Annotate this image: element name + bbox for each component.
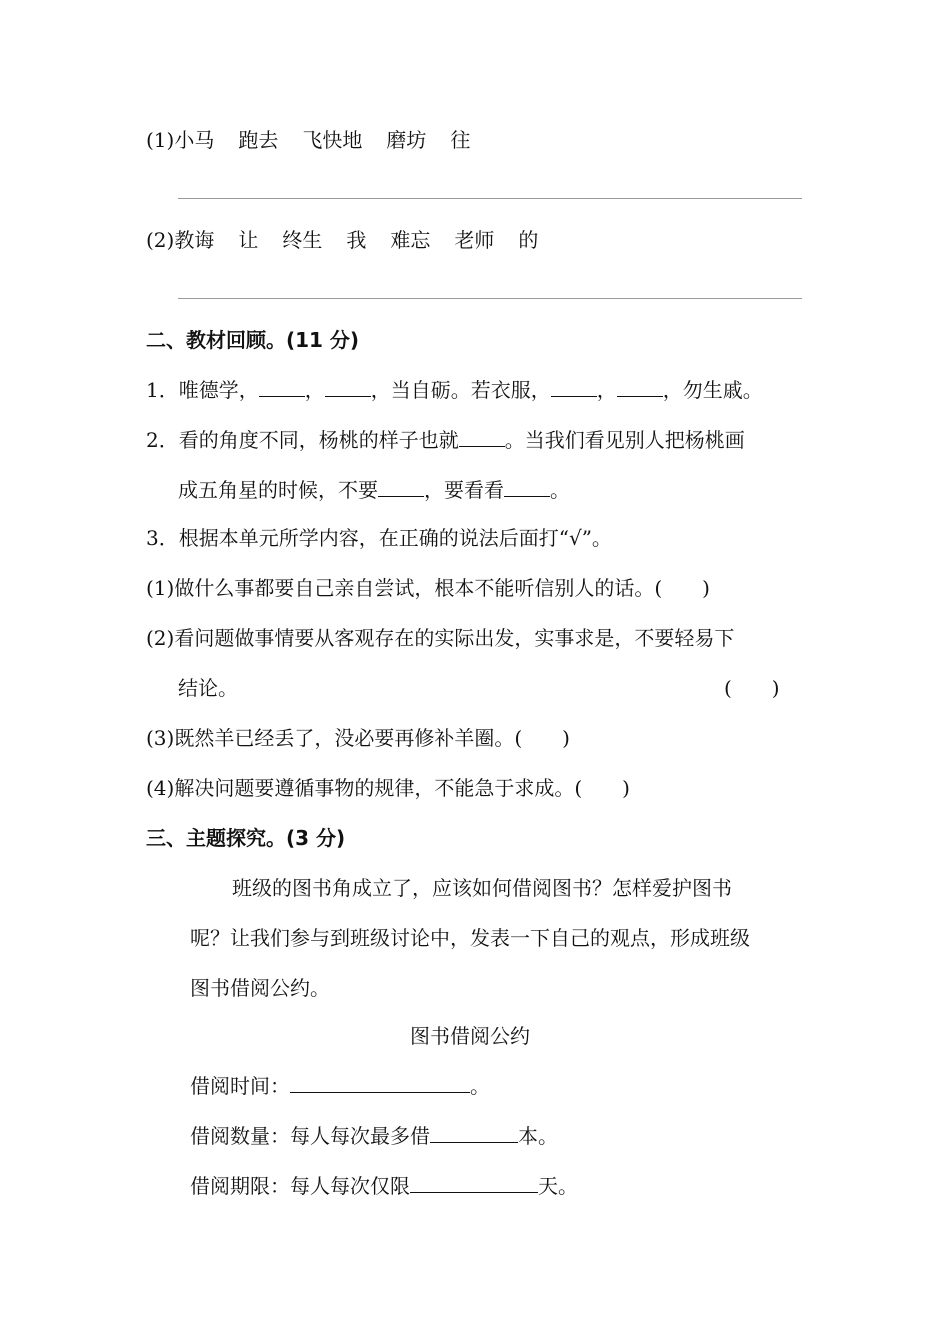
borrow-time-row: 借阅时间： 。: [190, 1074, 490, 1098]
word: 飞快地: [302, 128, 363, 152]
blank[interactable]: [378, 476, 424, 497]
borrow-period-blank[interactable]: [410, 1172, 538, 1193]
borrow-period-row: 借阅期限：每人每次仅限 天。: [190, 1174, 578, 1198]
blank[interactable]: [259, 376, 305, 397]
judge-instruction: 3．根据本单元所学内容，在正确的说法后面打“√”。: [146, 526, 612, 550]
word: 小马: [174, 128, 215, 152]
word: 我: [346, 228, 367, 252]
section-3-heading: 三、主题探究。(3 分): [146, 826, 346, 850]
judge-item-2-paren[interactable]: ( ): [724, 676, 780, 700]
fill-item-2-line-1: 2．看的角度不同，杨桃的样子也就 。当我们看见别人把杨桃画: [146, 428, 745, 452]
blank[interactable]: [617, 376, 663, 397]
reorder-question-1: [146, 126, 470, 154]
fill-item-1: 1．唯德学， ， ，当自砺。若衣服， ， ，勿生戚。: [146, 378, 763, 402]
judge-item-2-line-1: (2)看问题做事情要从客观存在的实际出发，实事求是，不要轻易下: [146, 626, 735, 650]
borrow-quantity-row: 借阅数量：每人每次最多借 本。: [190, 1124, 558, 1148]
word: 磨坊: [386, 128, 427, 152]
convention-title: 图书借阅公约: [410, 1024, 530, 1048]
word: 的: [518, 228, 539, 252]
word: 让: [238, 228, 259, 252]
judge-item-2-line-2: 结论。: [178, 676, 238, 700]
question-number: (1): [146, 128, 175, 152]
answer-line-1[interactable]: [178, 198, 802, 199]
word: 跑去: [238, 128, 279, 152]
borrow-time-blank[interactable]: [290, 1072, 470, 1093]
word: 老师: [454, 228, 495, 252]
judge-item-3[interactable]: (3)既然羊已经丢了，没必要再修补羊圈。( ): [146, 726, 570, 750]
answer-line-2[interactable]: [178, 298, 802, 299]
word: 往: [450, 128, 471, 152]
blank[interactable]: [504, 476, 550, 497]
judge-item-4[interactable]: (4)解决问题要遵循事物的规律，不能急于求成。( ): [146, 776, 630, 800]
borrow-quantity-blank[interactable]: [430, 1122, 518, 1143]
question-number: (2): [146, 228, 175, 252]
paragraph-line-3: 图书借阅公约。: [190, 976, 330, 1000]
word: 教诲: [174, 228, 215, 252]
paragraph-line-1: 班级的图书角成立了，应该如何借阅图书？怎样爱护图书: [232, 876, 732, 900]
reorder-question-2: [146, 226, 538, 254]
blank[interactable]: [325, 376, 371, 397]
section-2-heading: 二、教材回顾。(11 分): [146, 328, 360, 352]
word: 终生: [282, 228, 323, 252]
judge-item-1[interactable]: (1)做什么事都要自己亲自尝试，根本不能听信别人的话。( ): [146, 576, 710, 600]
blank[interactable]: [459, 426, 505, 447]
paragraph-line-2: 呢？让我们参与到班级讨论中，发表一下自己的观点，形成班级: [190, 926, 750, 950]
word: 难忘: [390, 228, 431, 252]
fill-item-2-line-2: 成五角星的时候，不要 ，要看看 。: [178, 478, 570, 502]
blank[interactable]: [551, 376, 597, 397]
